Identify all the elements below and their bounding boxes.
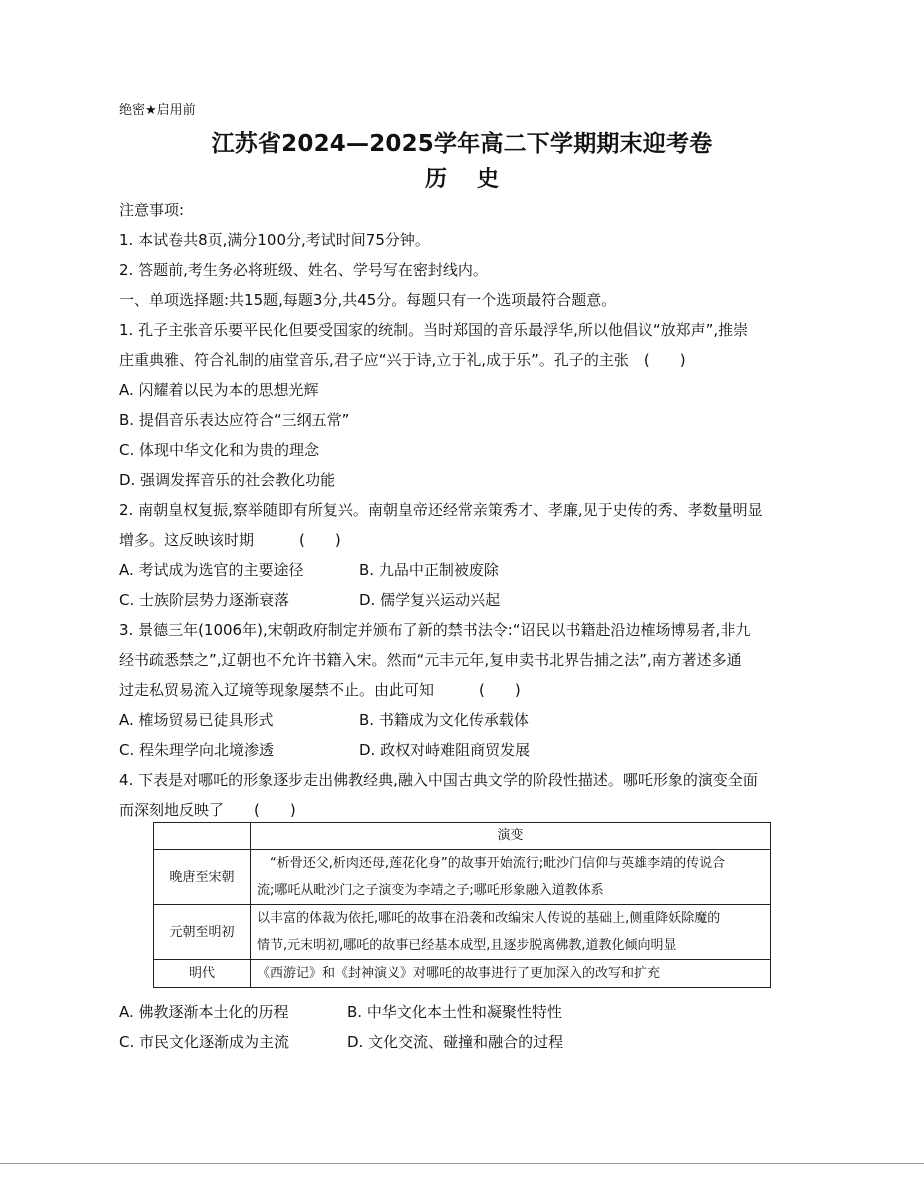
- question-2-option-b: B. 九品中正制被废除: [359, 561, 499, 579]
- table-row: [154, 905, 771, 960]
- table-description-line: “析骨还父,析肉还母,莲花化身”的故事开始流行;毗沙门信仰与英雄李靖的传说合: [257, 856, 726, 871]
- question-2-option-d: D. 儒学复兴运动兴起: [359, 591, 501, 609]
- question-4-option-c: C. 市民文化逐渐成为主流: [119, 1033, 290, 1051]
- notice-item: 1. 本试卷共8页,满分100分,考试时间75分钟。: [119, 231, 430, 249]
- table-header-cell: [154, 823, 251, 850]
- page-bottom-divider: [0, 1163, 924, 1164]
- table-period-cell: 明代: [154, 960, 251, 988]
- table-header-row: [154, 823, 771, 850]
- table-period-cell: 元朝至明初: [154, 905, 251, 960]
- question-4-stem-line: 而深刻地反映了 ( ): [119, 801, 296, 819]
- question-1-option-a: A. 闪耀着以民为本的思想光辉: [119, 381, 319, 399]
- table-period-cell: 晚唐至宋朝: [154, 850, 251, 905]
- question-4-stem-line: 4. 下表是对哪吒的形象逐步走出佛教经典,融入中国古典文学的阶段性描述。哪吒形象的演变全面: [119, 771, 758, 789]
- question-3-stem-line: 3. 景德三年(1006年),宋朝政府制定并颁布了新的禁书法令:“诏民以书籍赴沿边榷场博易者,非九: [119, 621, 751, 639]
- table-description-line: 以丰富的体裁为依托,哪吒的故事在沿袭和改编宋人传说的基础上,侧重降妖除魔的: [257, 911, 721, 926]
- question-1-option-b: B. 提倡音乐表达应符合“三纲五常”: [119, 411, 350, 429]
- question-2-option-a: A. 考试成为选官的主要途径: [119, 561, 304, 579]
- question-2-stem-line: 2. 南朝皇权复振,察举随即有所复兴。南朝皇帝还经常亲策秀才、孝廉,见于史传的秀、孝数量明显: [119, 501, 763, 519]
- question-3-stem-line: 过走私贸易流入辽境等现象屡禁不止。由此可知 ( ): [119, 681, 521, 699]
- question-2-stem-line: 增多。这反映该时期 ( ): [119, 531, 341, 549]
- table-row: [154, 850, 771, 905]
- notice-item: 2. 答题前,考生务必将班级、姓名、学号写在密封线内。: [119, 261, 488, 279]
- question-2-option-c: C. 士族阶层势力逐渐衰落: [119, 591, 290, 609]
- nezha-evolution-table: [153, 822, 771, 988]
- question-4-option-a: A. 佛教逐渐本土化的历程: [119, 1003, 289, 1021]
- table-description-line: 《西游记》和《封神演义》对哪吒的故事进行了更加深入的改写和扩充: [257, 966, 661, 981]
- confidential-label: 绝密★启用前: [119, 103, 196, 118]
- question-1-option-c: C. 体现中华文化和为贵的理念: [119, 441, 320, 459]
- question-1-option-d: D. 强调发挥音乐的社会教化功能: [119, 471, 336, 489]
- question-1-stem-line: 1. 孔子主张音乐要平民化但要受国家的统制。当时郑国的音乐最浮华,所以他倡议“放郑声”,推崇: [119, 321, 749, 339]
- table-description-line: 情节,元末明初,哪吒的故事已经基本成型,且逐步脱离佛教,道教化倾向明显: [257, 938, 677, 953]
- notice-heading: 注意事项:: [119, 201, 185, 219]
- table-description-line: 流;哪吒从毗沙门之子演变为李靖之子;哪吒形象融入道教体系: [257, 883, 604, 898]
- subject-title: 历史: [424, 167, 529, 192]
- table-description-cell: [251, 850, 771, 905]
- table-description-cell: [251, 960, 771, 988]
- exam-title: 江苏省2024—2025学年高二下学期期末迎考卷: [211, 131, 713, 157]
- section-title: 一、单项选择题:共15题,每题3分,共45分。每题只有一个选项最符合题意。: [119, 291, 617, 309]
- question-3-option-d: D. 政权对峙难阻商贸发展: [359, 741, 531, 759]
- question-3-option-b: B. 书籍成为文化传承载体: [359, 711, 529, 729]
- question-3-option-a: A. 榷场贸易已徒具形式: [119, 711, 274, 729]
- question-3-option-c: C. 程朱理学向北境渗透: [119, 741, 275, 759]
- question-4-option-d: D. 文化交流、碰撞和融合的过程: [347, 1033, 564, 1051]
- question-3-stem-line: 经书疏悉禁之”,辽朝也不允许书籍入宋。然而“元丰元年,复申卖书北界告捕之法”,南方著述多通: [119, 651, 742, 669]
- table-row: [154, 960, 771, 988]
- question-4-option-b: B. 中华文化本土性和凝聚性特性: [347, 1003, 562, 1021]
- question-1-stem-line: 庄重典雅、符合礼制的庙堂音乐,君子应“兴于诗,立于礼,成于乐”。孔子的主张 ( ): [119, 351, 686, 369]
- table-description-cell: [251, 905, 771, 960]
- table-header-cell: 演变: [251, 823, 771, 850]
